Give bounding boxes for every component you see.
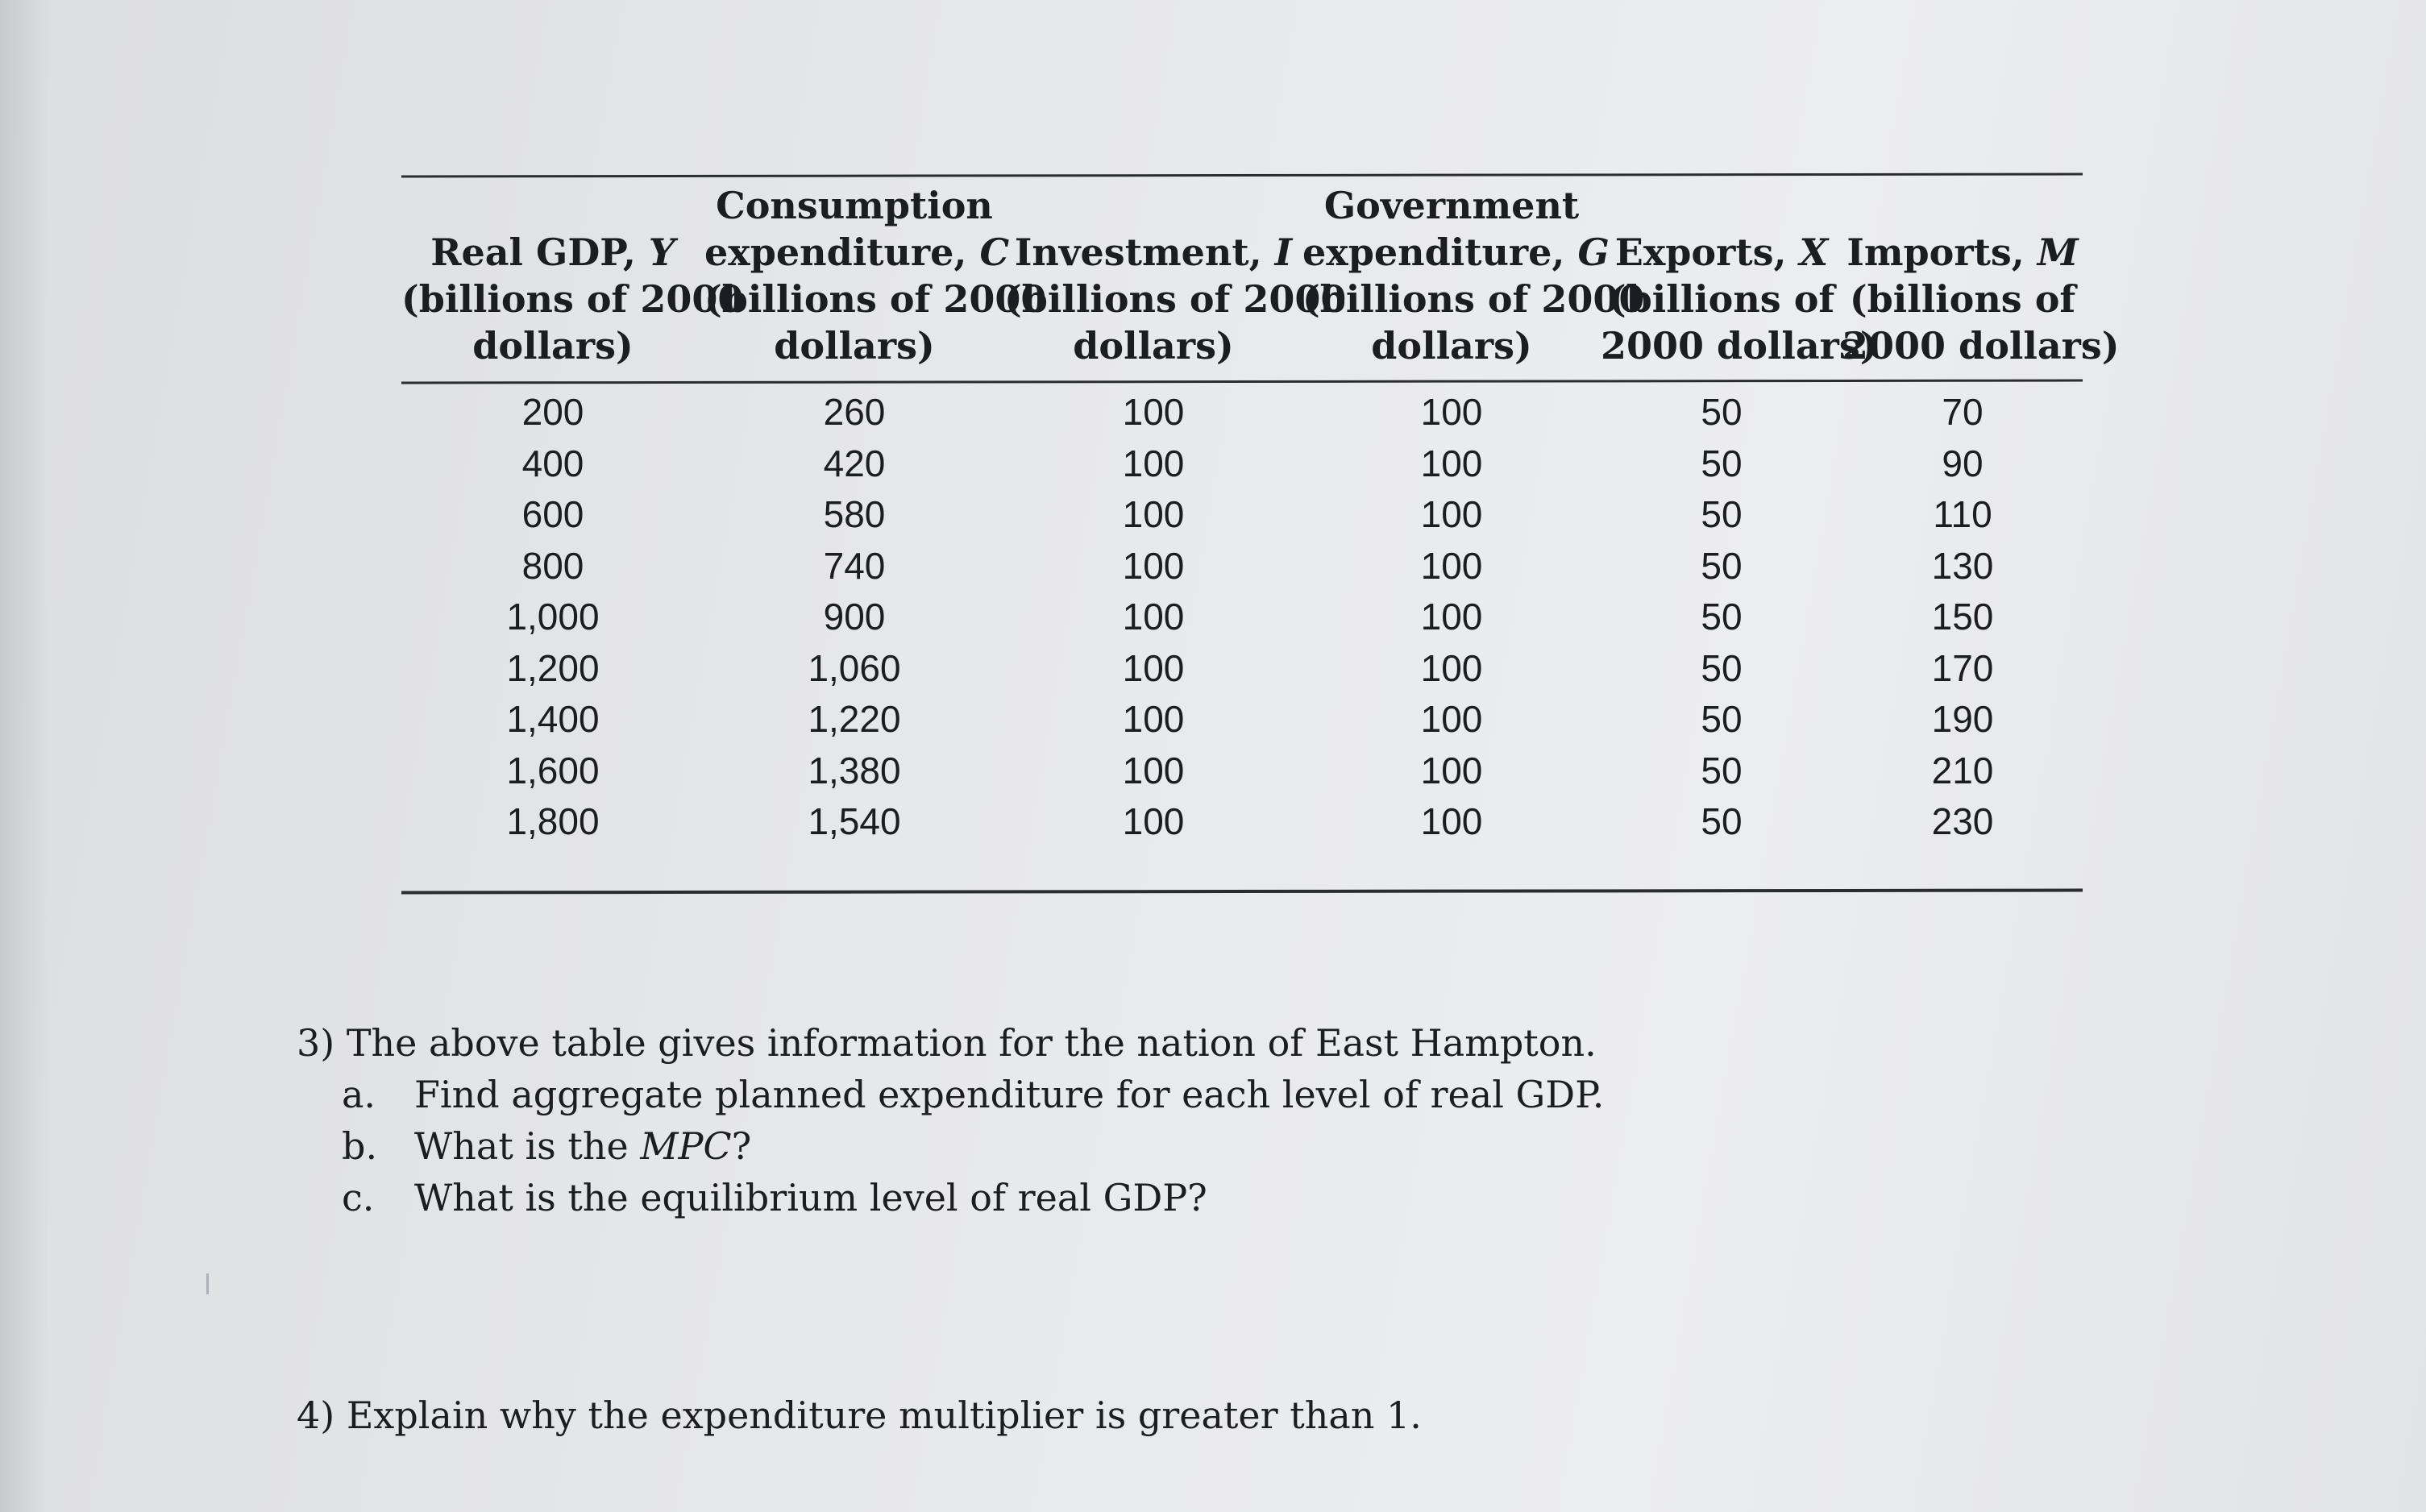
table-cell: 100 bbox=[1420, 800, 1483, 842]
question-3b-mpc: MPC bbox=[640, 1124, 732, 1168]
header-government-title: Government bbox=[1323, 184, 1580, 227]
table-cell: 70 bbox=[1942, 391, 1984, 433]
table-cell: 50 bbox=[1701, 698, 1743, 740]
table-cell: 1,400 bbox=[506, 698, 600, 740]
header-real-gdp-units-2: dollars) bbox=[472, 324, 634, 368]
table-cell: 260 bbox=[823, 391, 886, 433]
table-cell: 100 bbox=[1420, 493, 1483, 535]
table-cell: 100 bbox=[1122, 646, 1185, 689]
question-3a-letter: a. bbox=[342, 1073, 376, 1116]
header-consumption-units-2: dollars) bbox=[774, 324, 935, 368]
header-government-subtitle: expenditure, bbox=[1302, 231, 1578, 274]
table-cell: 100 bbox=[1122, 800, 1185, 842]
header-real-gdp-units: (billions of 2000 bbox=[401, 277, 744, 321]
table-cell: 1,060 bbox=[808, 646, 901, 689]
header-government-var: G bbox=[1577, 231, 1610, 274]
question-3b-letter: b. bbox=[342, 1124, 378, 1168]
table-cell: 100 bbox=[1420, 749, 1483, 791]
table-cell: 740 bbox=[823, 544, 886, 587]
table-top-rule bbox=[401, 173, 2083, 178]
header-investment-units-2: dollars) bbox=[1073, 324, 1234, 368]
table-cell: 100 bbox=[1420, 596, 1483, 638]
table-cell: 900 bbox=[823, 596, 886, 638]
question-4 bbox=[297, 1389, 1422, 1441]
table-cell: 50 bbox=[1701, 596, 1743, 638]
table-cell: 50 bbox=[1701, 646, 1743, 689]
question-3b-text: What is the bbox=[414, 1124, 641, 1168]
header-exports bbox=[1601, 182, 1878, 369]
table-cell: 100 bbox=[1420, 646, 1483, 689]
table-cell: 150 bbox=[1931, 596, 1994, 638]
header-investment-title: Investment, bbox=[1014, 231, 1275, 274]
table-cell: 50 bbox=[1701, 391, 1743, 433]
table-cell: 580 bbox=[823, 493, 886, 535]
question-3b-end: ? bbox=[731, 1124, 752, 1168]
table-header-rule bbox=[401, 380, 2083, 384]
question-4-prompt: 4) Explain why the expenditure multiplier is greater than 1. bbox=[297, 1394, 1422, 1437]
table-cell: 210 bbox=[1931, 749, 1994, 791]
header-exports-units-2: 2000 dollars) bbox=[1601, 324, 1878, 368]
table-cell: 1,600 bbox=[506, 749, 600, 791]
table-cell: 400 bbox=[521, 442, 584, 484]
header-consumption-subtitle: expenditure, bbox=[704, 231, 980, 274]
column-government bbox=[1302, 387, 1601, 848]
header-imports-units-2: 2000 dollars) bbox=[1842, 324, 2120, 368]
table-cell: 100 bbox=[1420, 442, 1483, 484]
question-3-prompt: 3) The above table gives information for the nation of East Hampton. bbox=[297, 1021, 1597, 1065]
header-real-gdp bbox=[401, 182, 744, 369]
table-cell: 1,540 bbox=[808, 800, 901, 842]
table-cell: 190 bbox=[1931, 698, 1994, 740]
header-imports bbox=[1842, 182, 2120, 369]
table-cell: 100 bbox=[1420, 698, 1483, 740]
pen-mark bbox=[206, 1273, 209, 1294]
table-cell: 100 bbox=[1122, 749, 1185, 791]
header-government bbox=[1302, 182, 1645, 369]
table-cell: 100 bbox=[1420, 544, 1483, 587]
header-real-gdp-var: Y bbox=[648, 231, 675, 274]
header-real-gdp-title: Real GDP, bbox=[430, 231, 649, 274]
table-cell: 1,380 bbox=[808, 749, 901, 791]
header-government-units: (billions of 2000 bbox=[1302, 277, 1645, 321]
header-exports-var: X bbox=[1799, 231, 1829, 274]
header-investment bbox=[1004, 182, 1347, 369]
table-cell: 130 bbox=[1931, 544, 1994, 587]
question-3c bbox=[297, 1172, 1604, 1223]
question-3c-letter: c. bbox=[342, 1176, 375, 1219]
table-bottom-rule bbox=[401, 889, 2083, 895]
table-cell: 1,000 bbox=[506, 596, 600, 638]
table-cell: 90 bbox=[1942, 442, 1984, 484]
question-3 bbox=[297, 1017, 1604, 1223]
header-imports-title: Imports, bbox=[1847, 231, 2038, 274]
table-cell: 50 bbox=[1701, 800, 1743, 842]
question-3c-text: What is the equilibrium level of real GDP? bbox=[414, 1176, 1207, 1219]
column-consumption bbox=[704, 387, 1004, 848]
page-shadow bbox=[0, 0, 48, 1512]
table-cell: 110 bbox=[1933, 493, 1992, 535]
table-cell: 170 bbox=[1931, 646, 1994, 689]
table-cell: 100 bbox=[1122, 544, 1185, 587]
table-cell: 600 bbox=[521, 493, 584, 535]
table-cell: 100 bbox=[1122, 493, 1185, 535]
question-3a-text: Find aggregate planned expenditure for each level of real GDP. bbox=[414, 1073, 1605, 1116]
header-exports-units: (billions of bbox=[1608, 277, 1835, 321]
table-cell: 50 bbox=[1701, 544, 1743, 587]
table-cell: 1,200 bbox=[506, 646, 600, 689]
header-imports-var: M bbox=[2037, 231, 2079, 274]
header-government-units-2: dollars) bbox=[1371, 324, 1532, 368]
column-investment bbox=[1004, 387, 1302, 848]
header-consumption-title: Consumption bbox=[716, 184, 993, 227]
table-cell: 420 bbox=[823, 442, 886, 484]
column-exports bbox=[1601, 387, 1842, 848]
header-consumption bbox=[704, 182, 1047, 369]
table-cell: 100 bbox=[1122, 391, 1185, 433]
table-cell: 100 bbox=[1122, 596, 1185, 638]
header-exports-title: Exports, bbox=[1614, 231, 1800, 274]
header-consumption-units: (billions of 2000 bbox=[704, 277, 1047, 321]
table-cell: 1,220 bbox=[808, 698, 901, 740]
table-cell: 50 bbox=[1701, 442, 1743, 484]
question-3b bbox=[297, 1120, 1604, 1172]
header-investment-units: (billions of 2000 bbox=[1004, 277, 1347, 321]
table-cell: 50 bbox=[1701, 749, 1743, 791]
header-imports-units: (billions of bbox=[1849, 277, 2076, 321]
table-cell: 100 bbox=[1122, 698, 1185, 740]
question-3a bbox=[297, 1069, 1604, 1120]
column-imports bbox=[1842, 387, 2083, 848]
table-cell: 50 bbox=[1701, 493, 1743, 535]
table-cell: 100 bbox=[1420, 391, 1483, 433]
table-cell: 230 bbox=[1931, 800, 1994, 842]
table-cell: 1,800 bbox=[506, 800, 600, 842]
table-cell: 100 bbox=[1122, 442, 1185, 484]
header-consumption-var: C bbox=[979, 231, 1010, 274]
table-cell: 200 bbox=[521, 391, 584, 433]
table-cell: 800 bbox=[521, 544, 584, 587]
column-real-gdp bbox=[401, 387, 704, 848]
header-investment-var: I bbox=[1274, 231, 1293, 274]
